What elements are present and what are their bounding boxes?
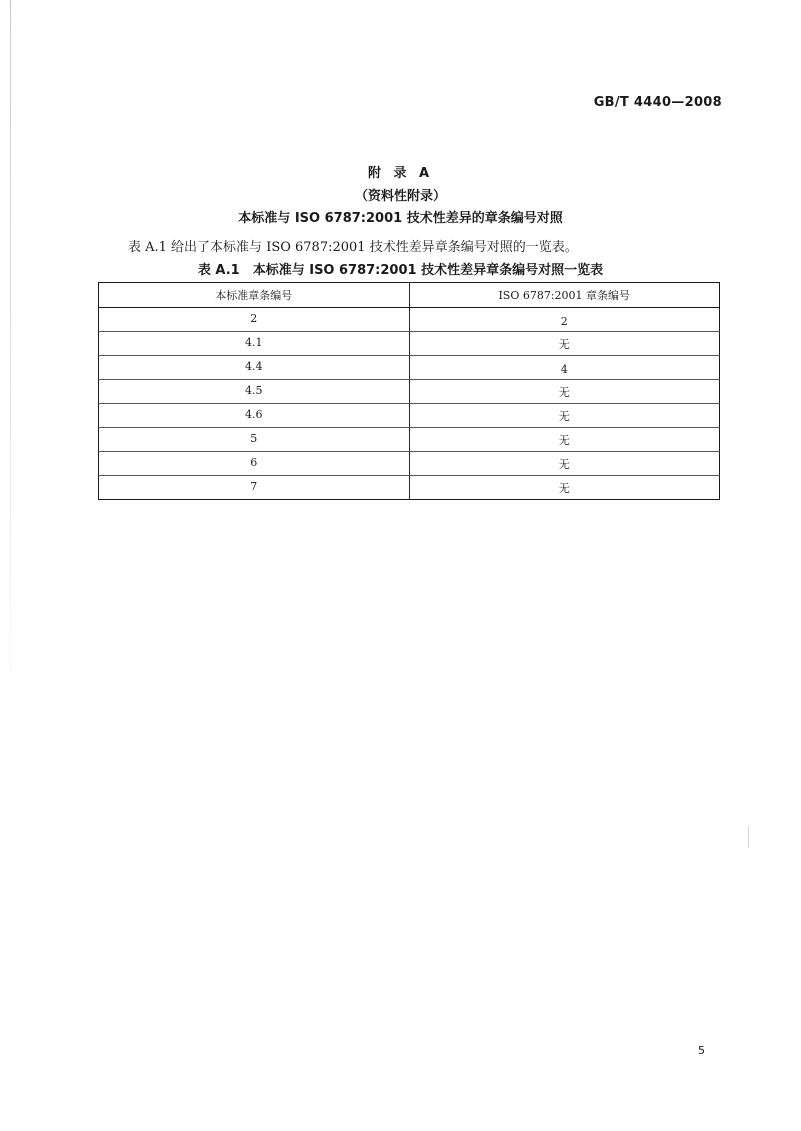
cell-iso: 无: [409, 380, 720, 404]
cell-this-standard: 4.6: [99, 404, 410, 428]
appendix-heading: 本标准与 ISO 6787:2001 技术性差异的章条编号对照: [238, 211, 563, 226]
cell-iso: 无: [409, 332, 720, 356]
appendix-title: 附 录 A: [367, 166, 434, 181]
cell-iso: 2: [409, 308, 720, 332]
cell-this-standard: 4.4: [99, 356, 410, 380]
cell-this-standard: 6: [99, 452, 410, 476]
table-header-row: [99, 283, 720, 308]
standard-code: GB/T 4440—2008: [593, 95, 722, 110]
page-number: 5: [698, 1044, 705, 1057]
cell-iso: 无: [409, 476, 720, 500]
column-header-this-standard: 本标准章条编号: [99, 283, 410, 308]
table-row: [99, 356, 720, 380]
cell-this-standard: 2: [99, 308, 410, 332]
table-row: [99, 308, 720, 332]
cell-iso: 无: [409, 404, 720, 428]
cell-this-standard: 7: [99, 476, 410, 500]
intro-paragraph: 表 A.1 给出了本标准与 ISO 6787:2001 技术性差异章条编号对照的一览表。: [128, 240, 578, 255]
table-caption: 表 A.1 本标准与 ISO 6787:2001 技术性差异章条编号对照一览表: [197, 263, 604, 278]
table-row: [99, 428, 720, 452]
cell-iso: 无: [409, 452, 720, 476]
scan-edge-left: [10, 0, 11, 720]
table-row: [99, 404, 720, 428]
table-row: [99, 452, 720, 476]
cell-this-standard: 4.5: [99, 380, 410, 404]
cell-iso: 无: [409, 428, 720, 452]
appendix-subtitle: （资料性附录）: [354, 189, 446, 204]
column-header-iso: ISO 6787:2001 章条编号: [409, 283, 720, 308]
cell-this-standard: 4.1: [99, 332, 410, 356]
cell-iso: 4: [409, 356, 720, 380]
scan-edge-right: [748, 826, 749, 848]
table-row: [99, 380, 720, 404]
cell-this-standard: 5: [99, 428, 410, 452]
comparison-table: [98, 282, 720, 500]
table-row: [99, 332, 720, 356]
table-row: [99, 476, 720, 500]
